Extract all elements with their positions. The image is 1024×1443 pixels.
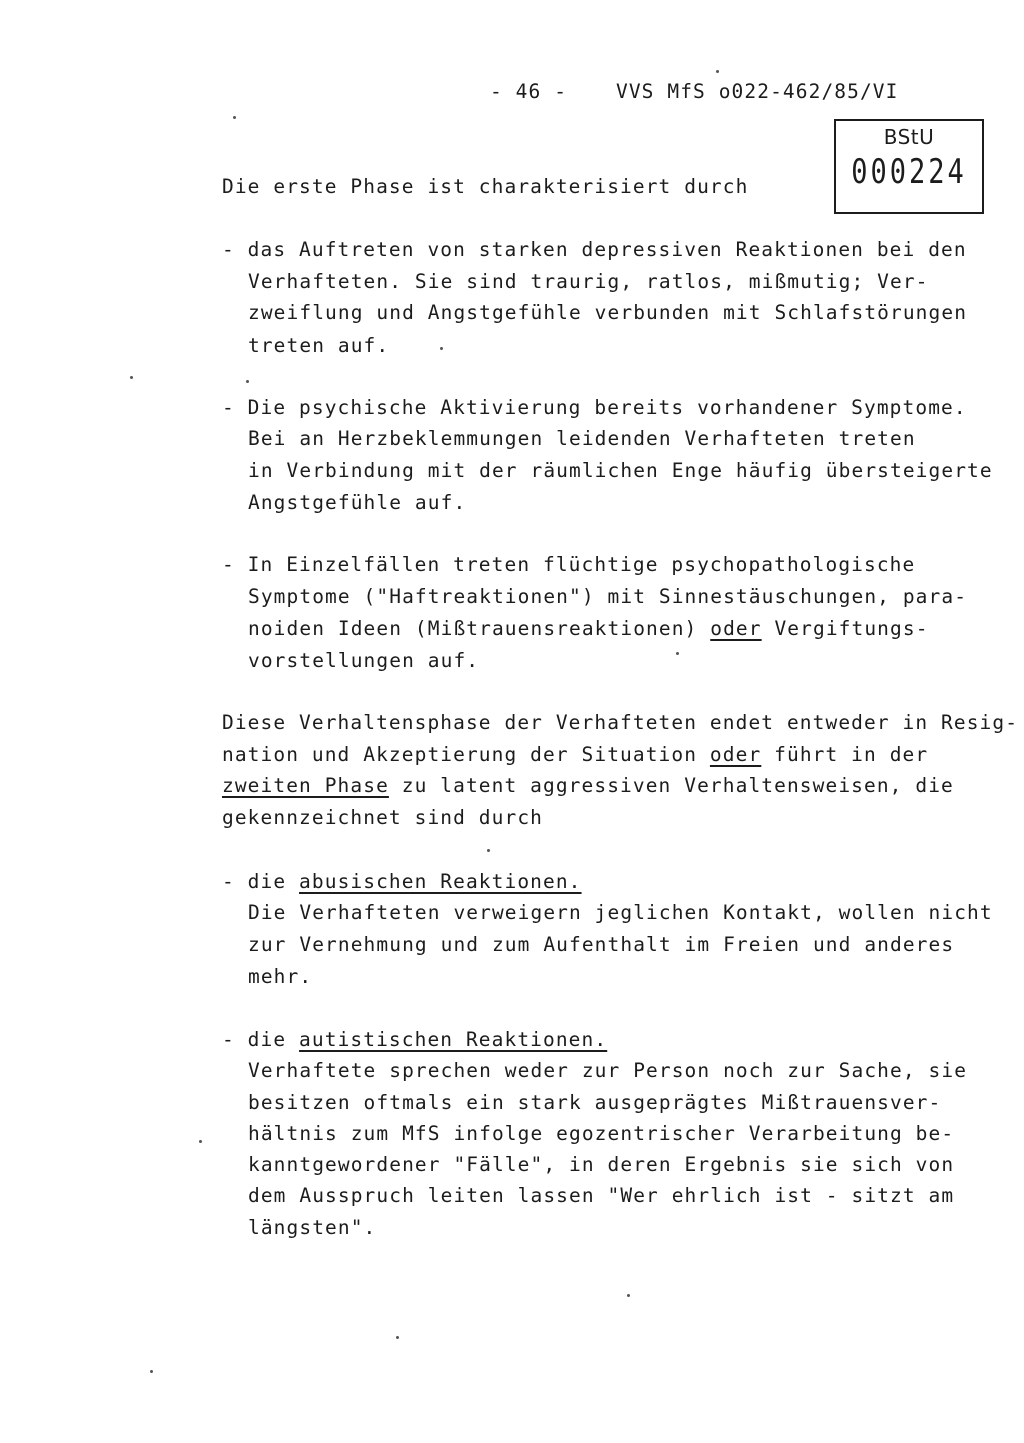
underlined-phrase: autistischen Reaktionen. (299, 1028, 608, 1051)
bullet-4-line: - die abusischen Reaktionen. (222, 870, 582, 893)
bullet-3-line: noiden Ideen (Mißtrauensreaktionen) oder Vergiftungs- (248, 617, 929, 640)
scan-speck (676, 652, 679, 655)
underlined-phrase: zweiten Phase (222, 774, 389, 797)
bullet-1-line: - das Auftreten von starken depressiven Reaktionen bei den (222, 238, 967, 261)
paragraph-line: nation und Akzeptierung der Situation oder führt in der (222, 743, 929, 766)
paragraph-line: gekennzeichnet sind durch (222, 806, 543, 829)
scan-speck (396, 1336, 399, 1339)
scan-speck (716, 70, 719, 73)
bullet-3-line: - In Einzelfällen treten flüchtige psychopathologische (222, 553, 916, 576)
intro-line: Die erste Phase ist charakterisiert durch (222, 175, 749, 198)
archive-stamp (834, 119, 984, 214)
scan-speck (199, 1140, 202, 1143)
paragraph-line: Diese Verhaltensphase der Verhafteten endet entweder in Resig- (222, 711, 1019, 734)
bullet-1-line: Verhafteten. Sie sind traurig, ratlos, mißmutig; Ver- (248, 270, 929, 293)
paragraph-line: zweiten Phase zu latent aggressiven Verhaltensweisen, die (222, 774, 954, 797)
underlined-phrase: abusischen Reaktionen. (299, 870, 582, 893)
stamp-organization: BStU (883, 125, 935, 149)
bullet-1-line: zweiflung und Angstgefühle verbunden mit Schlafstörungen (248, 301, 968, 324)
underlined-phrase: oder (709, 743, 762, 766)
scan-speck (150, 1370, 153, 1373)
bullet-5-line: besitzen oftmals ein stark ausgeprägtes Mißtrauensver- (248, 1091, 942, 1114)
scan-speck (233, 116, 236, 119)
document-reference: VVS MfS o022-462/85/VI (616, 80, 899, 103)
bullet-5-line: kanntgewordener "Fälle", in deren Ergebnis sie sich von (248, 1153, 955, 1176)
bullet-4-line: mehr. (248, 965, 313, 988)
scan-speck (440, 347, 443, 350)
scan-speck (246, 380, 249, 383)
scan-speck (487, 849, 490, 852)
scan-speck (627, 1294, 630, 1297)
scan-speck (130, 376, 133, 379)
bullet-2-line: Angstgefühle auf. (248, 491, 467, 514)
page-number: - 46 - (490, 80, 568, 103)
bullet-2-line: in Verbindung mit der räumlichen Enge häufig übersteigerte (248, 459, 993, 482)
bullet-5-line: - die autistischen Reaktionen. (222, 1028, 608, 1051)
bullet-5-line: längsten". (248, 1216, 377, 1239)
bullet-2-line: Bei an Herzbeklemmungen leidenden Verhafteten treten (248, 427, 916, 450)
bullet-5-line: Verhaftete sprechen weder zur Person noch zur Sache, sie (248, 1059, 968, 1082)
bullet-5-line: hältnis zum MfS infolge egozentrischer Verarbeitung be- (248, 1122, 955, 1145)
bullet-5-line: dem Ausspruch leiten lassen "Wer ehrlich ist - sitzt am (248, 1184, 955, 1207)
stamp-number: 000224 (851, 153, 967, 192)
bullet-4-line: zur Vernehmung und zum Aufenthalt im Freien und anderes (248, 933, 955, 956)
bullet-4-line: Die Verhafteten verweigern jeglichen Kontakt, wollen nicht (248, 901, 993, 924)
bullet-3-line: vorstellungen auf. (248, 649, 480, 672)
bullet-3-line: Symptome ("Haftreaktionen") mit Sinnestäuschungen, para- (248, 585, 968, 608)
bullet-2-line: - Die psychische Aktivierung bereits vorhandener Symptome. (222, 396, 967, 419)
bullet-1-line: treten auf. (248, 334, 390, 357)
underlined-phrase: oder (710, 617, 762, 640)
